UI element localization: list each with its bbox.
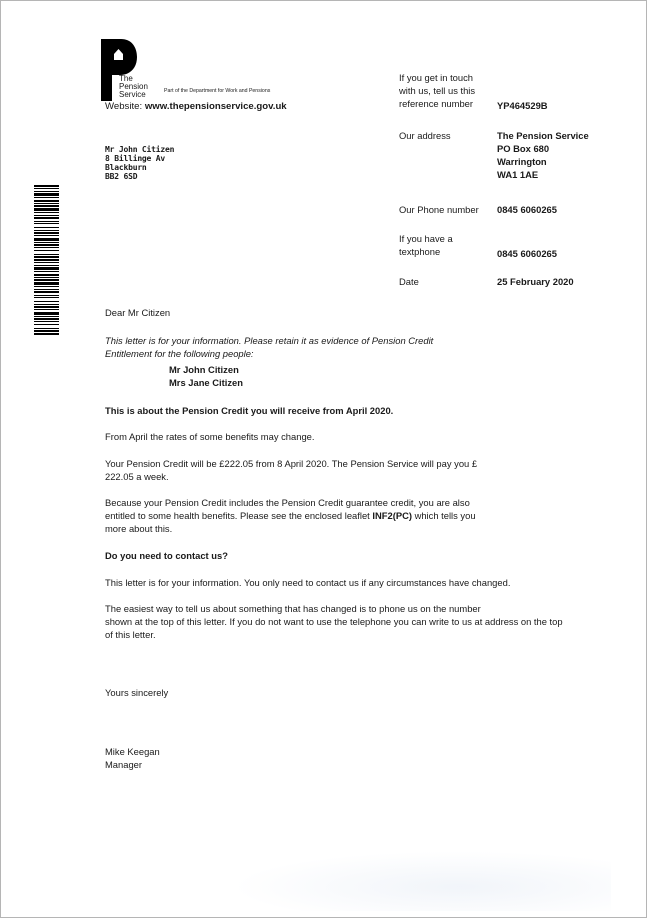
barcode-bar <box>34 324 59 325</box>
barcode-bar <box>34 256 59 258</box>
barcode-bar <box>34 318 59 320</box>
office-address <box>497 129 589 181</box>
textphone-label-line: If you have a <box>399 233 453 244</box>
logo-line-service: Service <box>119 90 146 99</box>
phone-number: 0845 6060265 <box>497 204 557 215</box>
barcode-bar <box>34 291 59 293</box>
barcode-bar <box>34 321 59 322</box>
logo-line-the: The <box>119 74 133 83</box>
barcode-bar <box>34 215 59 216</box>
logo-line-pension: Pension <box>119 82 148 91</box>
textphone-number: 0845 6060265 <box>497 248 557 259</box>
paragraph-line: of this letter. <box>105 629 156 640</box>
paragraph-rates: From April the rates of some benefits may change. <box>105 431 315 442</box>
barcode-bar <box>34 188 59 189</box>
recipient-line-town: Blackburn <box>105 163 147 172</box>
paragraph-line: The easiest way to tell us about something that has changed is to phone us on the number <box>105 603 481 614</box>
barcode-bar <box>34 267 59 270</box>
barcode-bar <box>34 312 59 315</box>
barcode-bar <box>34 301 59 302</box>
website-label: Website: <box>105 101 145 112</box>
heading-pension-credit: This is about the Pension Credit you will receive from April 2020. <box>105 405 394 416</box>
barcode-bar <box>34 274 59 276</box>
barcode-bar <box>34 185 59 187</box>
office-address-line: WA1 1AE <box>497 169 539 180</box>
barcode-bar <box>34 235 59 236</box>
paragraph-text: which tells you <box>411 510 476 521</box>
entitled-people <box>169 363 243 389</box>
paragraph-amount <box>105 457 477 483</box>
barcode-bar <box>34 223 59 224</box>
reference-label-line: If you get in touch <box>399 72 474 83</box>
barcode-bar <box>34 193 59 196</box>
paragraph-line <box>105 509 476 522</box>
website-url: www.thepensionservice.gov.uk <box>144 101 287 112</box>
paragraph-line: more about this. <box>105 523 173 534</box>
barcode-bar <box>34 197 59 198</box>
textphone-label <box>399 232 453 258</box>
barcode-bar <box>34 221 59 222</box>
reference-label <box>399 71 475 110</box>
entitled-person: Mr John Citizen <box>169 364 239 375</box>
barcode-bar <box>34 191 59 192</box>
phone-label: Our Phone number <box>399 204 479 215</box>
paragraph-how-to-tell <box>105 602 563 641</box>
paragraph-information: This letter is for your information. You only need to contact us if any circumstances have changed. <box>105 577 511 588</box>
reference-label-line: reference number <box>399 98 473 109</box>
barcode-bar <box>34 247 59 248</box>
intro-line: This letter is for your information. Please retain it as evidence of Pension Credit <box>105 335 434 346</box>
barcode-bar <box>34 259 59 261</box>
barcode-bar <box>34 203 59 204</box>
leaflet-code: INF2(PC) <box>372 510 412 521</box>
signature-block <box>105 745 160 771</box>
barcode-bar <box>34 242 59 243</box>
barcode-bar <box>34 262 59 263</box>
barcode-bar <box>34 208 59 211</box>
barcode-bar <box>34 212 59 213</box>
recipient-line-street: 8 Billinge Av <box>105 154 166 163</box>
paragraph-line: 222.05 a week. <box>105 471 169 482</box>
entitled-person: Mrs Jane Citizen <box>169 377 243 388</box>
paragraph-text: entitled to some health benefits. Please see the enclosed leaflet <box>105 510 373 521</box>
barcode-bar <box>34 279 59 281</box>
paragraph-health-benefits <box>105 496 476 535</box>
barcode-bar <box>34 232 59 234</box>
barcode-bar <box>34 309 59 310</box>
barcode-bar <box>34 265 59 266</box>
barcode-bar <box>34 330 59 332</box>
barcode-bar <box>34 238 59 241</box>
barcode-bar <box>34 289 59 290</box>
date-label: Date <box>399 276 419 287</box>
paragraph-line: Because your Pension Credit includes the Pension Credit guarantee credit, you are also <box>105 497 470 508</box>
barcode-bar <box>34 316 59 317</box>
website-line <box>105 101 287 112</box>
heading-contact: Do you need to contact us? <box>105 550 228 561</box>
intro-paragraph <box>105 334 433 360</box>
office-address-line: The Pension Service <box>497 130 589 141</box>
office-address-line: Warrington <box>497 156 547 167</box>
recipient-line-name: Mr John Citizen <box>105 145 175 154</box>
office-address-line: PO Box 680 <box>497 143 550 154</box>
recipient-line-postcode: BB2 6SD <box>105 172 138 181</box>
barcode-bar <box>34 328 59 329</box>
scan-glare <box>231 851 611 911</box>
barcode-bar <box>34 333 59 335</box>
reference-label-line: with us, tell us this <box>399 85 476 96</box>
paragraph-line: shown at the top of this letter. If you do not want to use the telephone you can write to us at address on the top <box>105 616 563 627</box>
signatory-title: Manager <box>105 759 143 770</box>
barcode-bar <box>34 297 59 298</box>
barcode-bar <box>34 227 59 228</box>
barcode-bar <box>34 295 59 296</box>
barcode-icon <box>34 185 59 335</box>
closing: Yours sincerely <box>105 687 169 698</box>
barcode-bar <box>34 254 59 255</box>
letter-date: 25 February 2020 <box>497 276 574 287</box>
barcode-bar <box>34 250 59 251</box>
barcode-bar <box>34 286 59 287</box>
reference-number: YP464529B <box>497 100 548 111</box>
barcode-bar <box>34 217 59 219</box>
intro-line: Entitlement for the following people: <box>105 348 254 359</box>
recipient-address <box>105 145 174 181</box>
address-label: Our address <box>399 130 451 141</box>
barcode-bar <box>34 200 59 202</box>
department-tagline: Part of the Department for Work and Pensions <box>164 88 271 94</box>
barcode-bar <box>34 230 59 231</box>
textphone-label-line: textphone <box>399 246 441 257</box>
barcode-bar <box>34 244 59 246</box>
barcode-bar <box>34 277 59 278</box>
barcode-bar <box>34 306 59 308</box>
barcode-bar <box>34 304 59 305</box>
paragraph-line: Your Pension Credit will be £222.05 from 8 April 2020. The Pension Service will pay you £ <box>105 458 478 469</box>
barcode-bar <box>34 282 59 285</box>
barcode-bar <box>34 205 59 207</box>
logo-text <box>119 75 148 99</box>
barcode-bar <box>34 271 59 272</box>
signatory-name: Mike Keegan <box>105 746 160 757</box>
salutation: Dear Mr Citizen <box>105 307 171 318</box>
